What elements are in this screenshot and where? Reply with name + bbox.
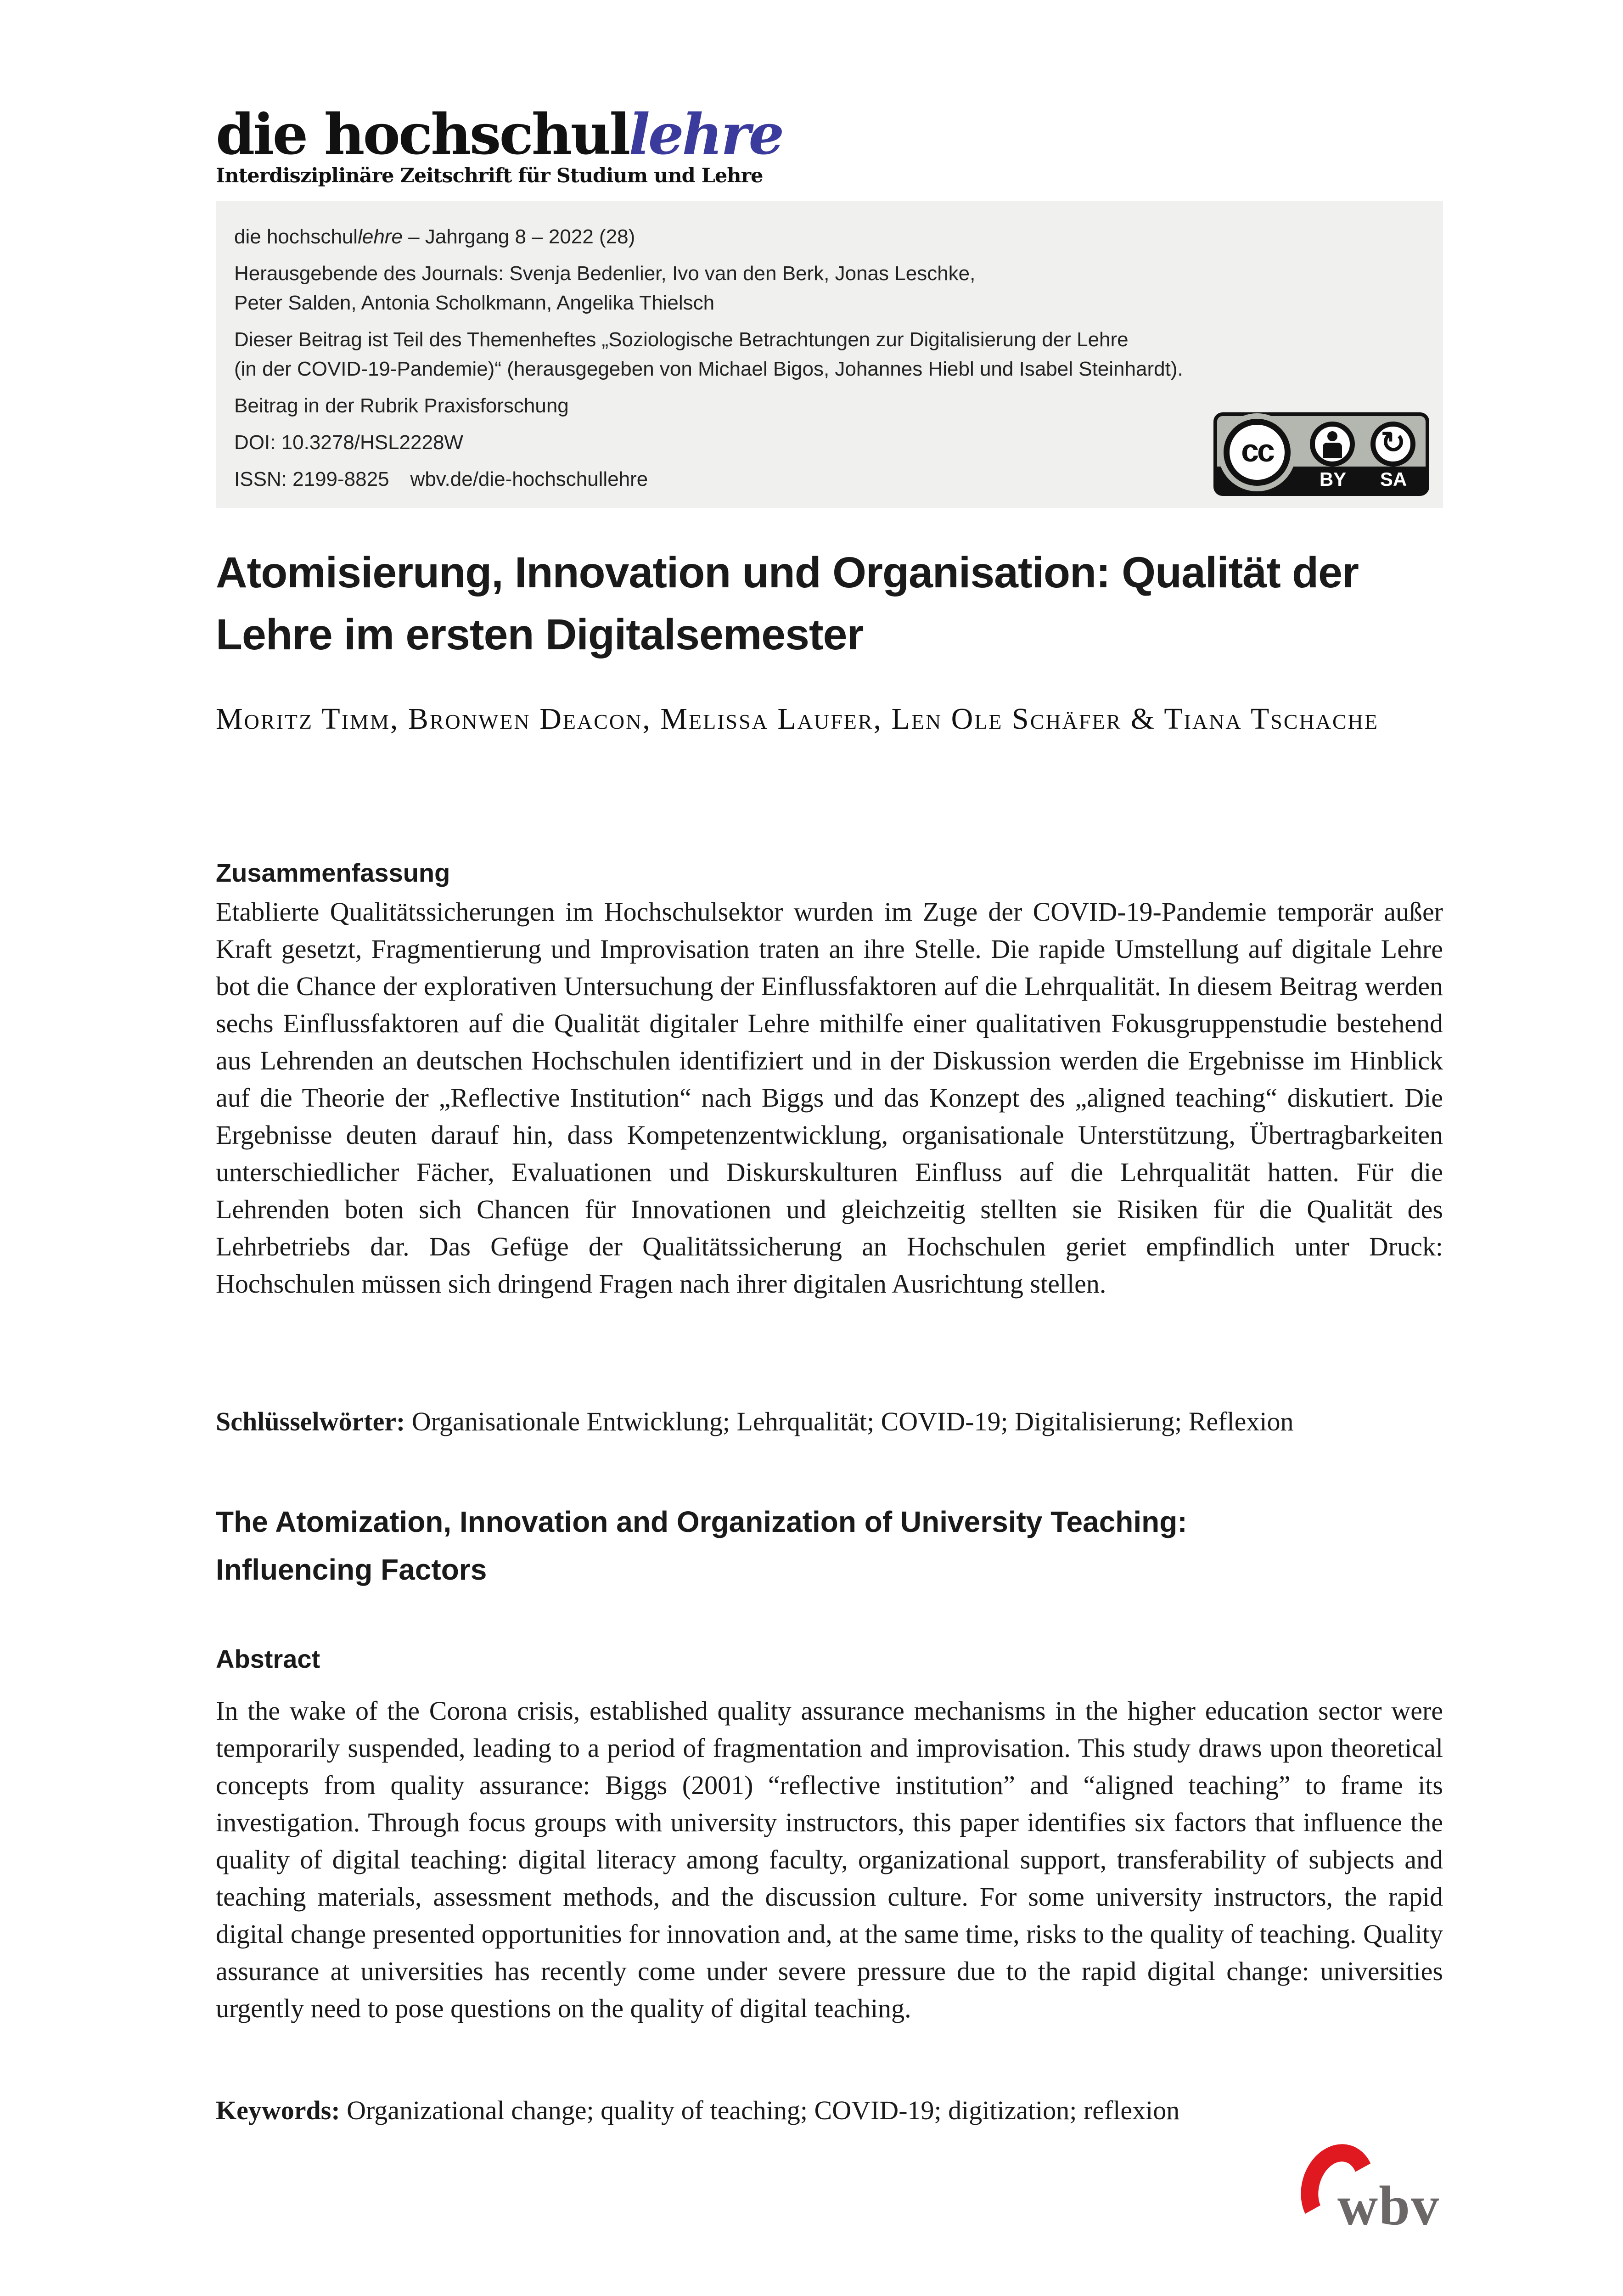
- keywords-en-line: [216, 2092, 1443, 2129]
- article-title-en: [216, 1498, 1492, 1593]
- issue-line-prefix: die hochschul: [234, 225, 358, 248]
- issue-line-italic: lehre: [358, 225, 403, 248]
- rubric-line: Beitrag in der Rubrik Praxisforschung: [234, 394, 569, 417]
- journal-logo-accent: lehre: [629, 101, 783, 167]
- article-title-de: [216, 542, 1492, 666]
- theme-line-1: Dieser Beitrag ist Teil des Themenheftes „Soziologische Betrachtungen zur Digitalisierung der Lehre: [234, 328, 1129, 351]
- doi-text[interactable]: DOI: 10.3278/HSL2228W: [234, 431, 463, 454]
- imprint-box: [216, 201, 1443, 508]
- editors-line-1: Herausgebende des Journals: Svenja Bedenlier, Ivo van den Berk, Jonas Leschke,: [234, 262, 976, 285]
- share-alike-icon: ↻: [1370, 422, 1415, 467]
- website-link[interactable]: wbv.de/die-hochschullehre: [410, 468, 648, 490]
- abstract-de-paragraph: Etablierte Qualitätssicherungen im Hochschulsektor wurden im Zuge der COVID-19-Pandemie temporär außer Kraft gesetzt, Fragmentierung und Improvisation traten an ihre Stelle. Die rapide Umstellung auf digitale Lehre bot die Chance der explorativen Untersuchung der Einflussfaktoren auf die Lehrqualität. In diesem Beitrag werden sechs Einflussfaktoren auf die Qualität digitaler Lehre mithilfe einer qualitativen Fokusgruppenstudie bestehend aus Lehrenden an deutschen Hochschulen identifiziert und in der Diskussion werden die Ergebnisse im Hinblick auf die Theorie der „Reflective Institution“ nach Biggs und das Konzept des „aligned teaching“ diskutiert. Die Ergebnisse deuten darauf hin, dass Kompetenzentwicklung, organisationale Unterstützung, Übertragbarkeiten unterschiedlicher Fächer, Evaluationen und Diskurskulturen Einfluss auf die Lehrqualität hatten. Für die Lehrenden boten sich Chancen für Innovationen und gleichzeitig stellten sie Risiken für die Qualität des Lehrbetriebs dar. Das Gefüge der Qualitätssicherung an Hochschulen geriet empfindlich unter Druck: Hochschulen müssen sich dringend Fragen nach ihrer digitalen Ausrichtung stellen.: [216, 897, 1443, 1299]
- editors-line-2: Peter Salden, Antonia Scholkmann, Angelika Thielsch: [234, 292, 715, 314]
- journal-subtitle: Interdisziplinäre Zeitschrift für Studium und Lehre: [216, 164, 763, 187]
- article-title-de-line2: Lehre im ersten Digitalsemester: [216, 610, 864, 659]
- keywords-de-text: Organisationale Entwicklung; Lehrqualität; COVID-19; Digitalisierung; Reflexion: [405, 1407, 1294, 1436]
- theme-line-2: (in der COVID-19-Pandemie)“ (herausgegeben von Michael Bigos, Johannes Hiebl und Isabel Steinhardt).: [234, 358, 1183, 380]
- issn-text: ISSN: 2199-8825: [234, 468, 389, 490]
- issue-line-suffix: – Jahrgang 8 – 2022 (28): [402, 225, 635, 248]
- keywords-de-label: Schlüsselwörter:: [216, 1407, 405, 1436]
- cc-icon-text: cc: [1241, 433, 1273, 468]
- keywords-en-label: Keywords:: [216, 2095, 340, 2125]
- heading-abstract: Abstract: [216, 1644, 320, 1673]
- keywords-en-text: Organizational change; quality of teaching; COVID-19; digitization; reflexion: [340, 2095, 1180, 2125]
- journal-issue-line: [234, 222, 1425, 252]
- journal-logo: [216, 101, 783, 167]
- article-title-de-line1: Atomisierung, Innovation und Organisation: Qualität der: [216, 548, 1359, 597]
- cc-by-label: BY: [1319, 468, 1347, 490]
- cc-icon: [1224, 419, 1291, 486]
- article-title-en-line1: The Atomization, Innovation and Organization of University Teaching:: [216, 1505, 1187, 1538]
- keywords-de-line: [216, 1403, 1443, 1440]
- masthead: [216, 101, 783, 187]
- cc-sa-label: SA: [1380, 468, 1407, 490]
- article-authors: Moritz Timm, Bronwen Deacon, Melissa Laufer, Len Ole Schäfer & Tiana Tschache: [216, 702, 1379, 736]
- abstract-en-paragraph: In the wake of the Corona crisis, established quality assurance mechanisms in the higher education sector were temporarily suspended, leading to a period of fragmentation and improvisation. This study draws upon theoretical concepts from quality assurance: Biggs (2001) “reflective institution” and “aligned teaching” to frame its investigation. Through focus groups with university instructors, this paper identifies six factors that influence the quality of digital teaching: digital literacy among faculty, organizational support, transferability of subjects and teaching materials, assessment methods, and the discussion culture. For some university instructors, the rapid digital change presented opportunities for innovation and, at the same time, risks to the quality of teaching. Quality assurance at universities has recently come under severe pressure due to the rapid digital change: universities urgently need to pose questions on the quality of digital teaching.: [216, 1696, 1443, 2023]
- cc-license-badge[interactable]: [1213, 412, 1429, 496]
- article-title-en-line2: Influencing Factors: [216, 1553, 487, 1586]
- person-icon: [1323, 431, 1342, 458]
- journal-logo-black: die hochschul: [216, 101, 629, 167]
- wbv-wordmark: wbv: [1337, 2175, 1440, 2237]
- heading-zusammenfassung: Zusammenfassung: [216, 858, 450, 887]
- attribution-person-icon: [1310, 422, 1355, 467]
- wbv-publisher-logo: [1302, 2144, 1439, 2245]
